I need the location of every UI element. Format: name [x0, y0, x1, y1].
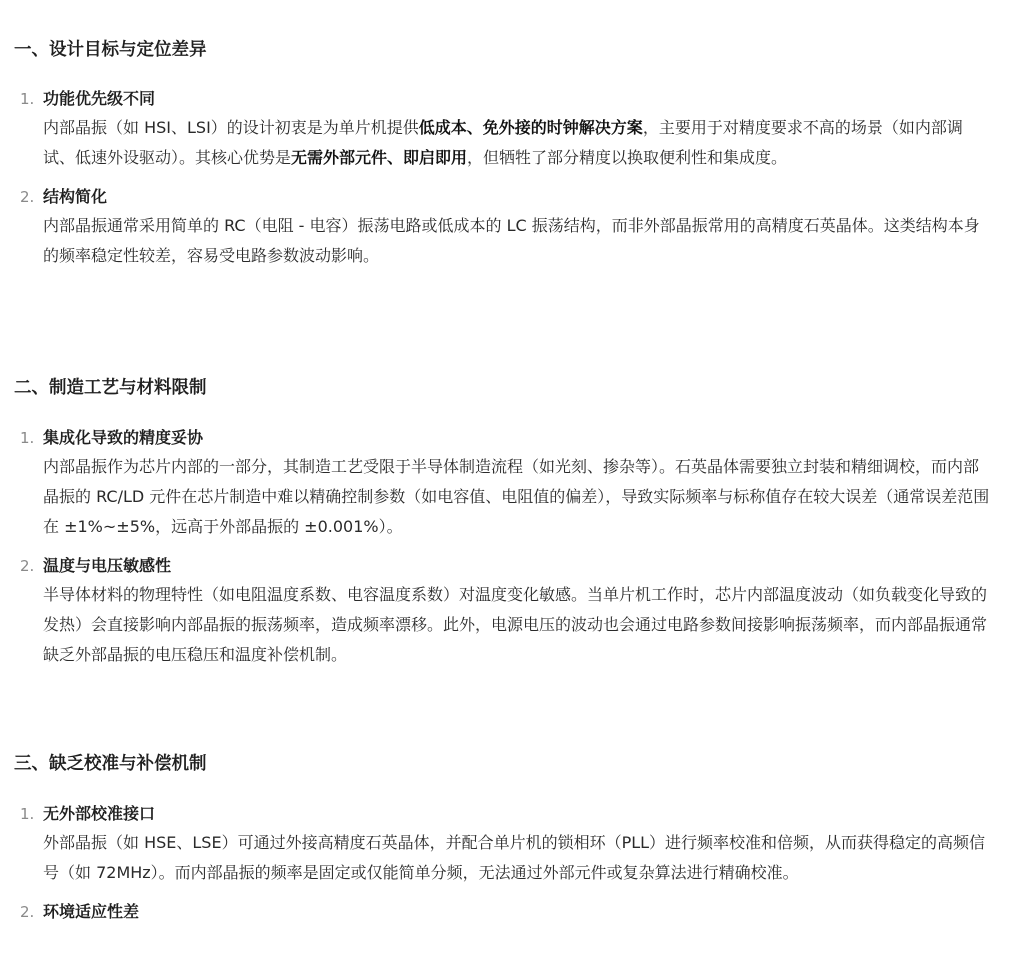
- item-body: [43, 580, 994, 670]
- body-emphasis: 无需外部元件、即启即用: [291, 148, 468, 167]
- item-title: 功能优先级不同: [43, 89, 156, 108]
- item-number: 2.: [20, 557, 35, 575]
- item-title: 结构简化: [43, 187, 108, 206]
- body-text: ，但牺牲了部分精度以换取便利性和集成度。: [467, 148, 788, 167]
- section-heading: 一、设计目标与定位差异: [14, 40, 207, 60]
- list-item: [14, 898, 994, 926]
- list-item: [14, 85, 994, 173]
- body-text: 内部晶振作为芯片内部的一部分，其制造工艺受限于半导体制造流程（如光刻、掺杂等）。石英晶体需要独立封装和精细调校，而内部晶振的 RC/LD 元件在芯片制造中难以精确控制参数（如电容值、电阻值的偏差），导致实际频率与标称值存在较大误差（通常误差范围在 ±1%~±5%，远高于外部晶振的 ±0.001%）。: [43, 457, 990, 536]
- item-number: 2.: [20, 903, 35, 921]
- body-text: 外部晶振（如 HSE、LSE）可通过外接高精度石英晶体，并配合单片机的锁相环（PLL）进行频率校准和倍频，从而获得稳定的高频信号（如 72MHz）。而内部晶振的频率是固定或仅能简单分频，无法通过外部元件或复杂算法进行精确校准。: [43, 833, 986, 882]
- item-number: 1.: [20, 429, 35, 447]
- document-page: [14, 36, 994, 921]
- body-text: 内部晶振通常采用简单的 RC（电阻 - 电容）振荡电路或低成本的 LC 振荡结构，而非外部晶振常用的高精度石英晶体。这类结构本身的频率稳定性较差，容易受电路参数波动影响。: [43, 216, 980, 265]
- list-item: [14, 800, 994, 888]
- item-body: [43, 452, 994, 542]
- body-text: ，主要用于对精度要求不高的场景（如内部调试、低速外设驱动）。其核心优势是: [43, 118, 963, 167]
- item-number: 1.: [20, 805, 35, 823]
- body-text: 内部晶振（如 HSI、LSI）的设计初衷是为单片机提供: [43, 118, 419, 137]
- section-heading: 二、制造工艺与材料限制: [14, 378, 207, 398]
- list-item: [14, 424, 994, 542]
- body-text: 半导体材料的物理特性（如电阻温度系数、电容温度系数）对温度变化敏感。当单片机工作时，芯片内部温度波动（如负载变化导致的发热）会直接影响内部晶振的振荡频率，造成频率漂移。此外，电源电压的波动也会通过电路参数间接影响振荡频率，而内部晶振通常缺乏外部晶振的电压稳压和温度补偿机制。: [43, 585, 988, 664]
- list-item: [14, 183, 994, 271]
- item-number: 2.: [20, 188, 35, 206]
- list-item: [14, 552, 994, 670]
- item-body: [43, 211, 994, 271]
- section-design-goals: [14, 36, 994, 356]
- section-manufacturing: [14, 374, 994, 670]
- item-title: 环境适应性差: [43, 902, 140, 921]
- item-title: 集成化导致的精度妥协: [43, 428, 204, 447]
- item-title: 温度与电压敏感性: [43, 556, 172, 575]
- item-body: [43, 828, 994, 888]
- section-heading: 三、缺乏校准与补偿机制: [14, 754, 207, 774]
- section-calibration: [14, 750, 994, 926]
- body-emphasis: 低成本、免外接的时钟解决方案: [418, 118, 643, 137]
- item-body: [43, 113, 994, 173]
- item-number: 1.: [20, 90, 35, 108]
- item-title: 无外部校准接口: [43, 804, 156, 823]
